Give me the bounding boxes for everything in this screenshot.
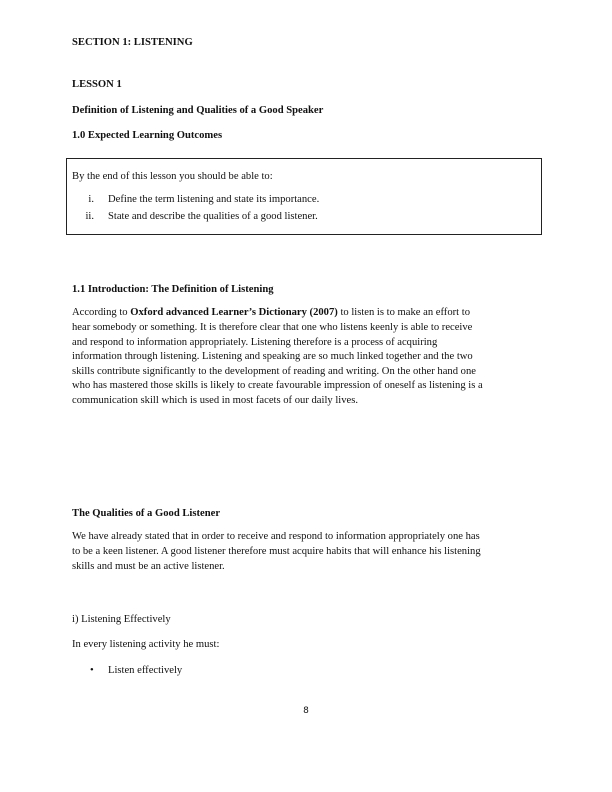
list-marker: ii. [85, 211, 94, 222]
intro-line: information through listening. Listening and speaking are so much linked together and the two [72, 351, 473, 362]
intro-line: communication skill which is used in most facets of our daily lives. [72, 394, 358, 406]
bullet-item: Listen effectively [108, 665, 183, 676]
outcome-item: Define the term listening and state its importance. [108, 194, 320, 205]
section-title: SECTION 1: LISTENING [72, 37, 193, 48]
bullet-icon: • [90, 665, 94, 676]
intro-line: who has mastered those skills is likely to create favourable impression of oneself as listening is a [72, 380, 483, 391]
dictionary-reference: Oxford advanced Learner’s Dictionary (2007) [130, 307, 338, 318]
outcomes-intro: By the end of this lesson you should be able to: [72, 171, 273, 182]
outcome-item: State and describe the qualities of a good listener. [108, 211, 318, 222]
intro-line [72, 306, 470, 319]
intro-line: and respond to information appropriately. Listening therefore is a process of acquiring [72, 336, 438, 348]
lead-in: In every listening activity he must: [72, 639, 220, 650]
lesson-title: Definition of Listening and Qualities of a Good Speaker [72, 105, 324, 116]
outcomes-heading: 1.0 Expected Learning Outcomes [72, 130, 223, 141]
intro-rest: to listen is to make an effort to [337, 307, 470, 318]
intro-lead: According to [72, 307, 131, 318]
qualities-line: We have already stated that in order to receive and respond to information appropriately one has [72, 531, 480, 542]
qualities-line: to be a keen listener. A good listener therefore must acquire habits that will enhance his listening [72, 546, 481, 557]
page-number: 8 [303, 706, 309, 716]
list-marker: i. [88, 194, 94, 205]
lesson-label: LESSON 1 [72, 79, 122, 90]
intro-line: hear somebody or something. It is therefore clear that one who listens keenly is able to receive [72, 322, 473, 333]
intro-heading: 1.1 Introduction: The Definition of Listening [72, 284, 274, 295]
qualities-line: skills and must be an active listener. [72, 561, 225, 572]
qualities-heading: The Qualities of a Good Listener [72, 508, 221, 519]
subheading: i) Listening Effectively [72, 614, 171, 625]
intro-line: skills contribute significantly to the development of reading and writing. On the other hand one [72, 365, 476, 377]
